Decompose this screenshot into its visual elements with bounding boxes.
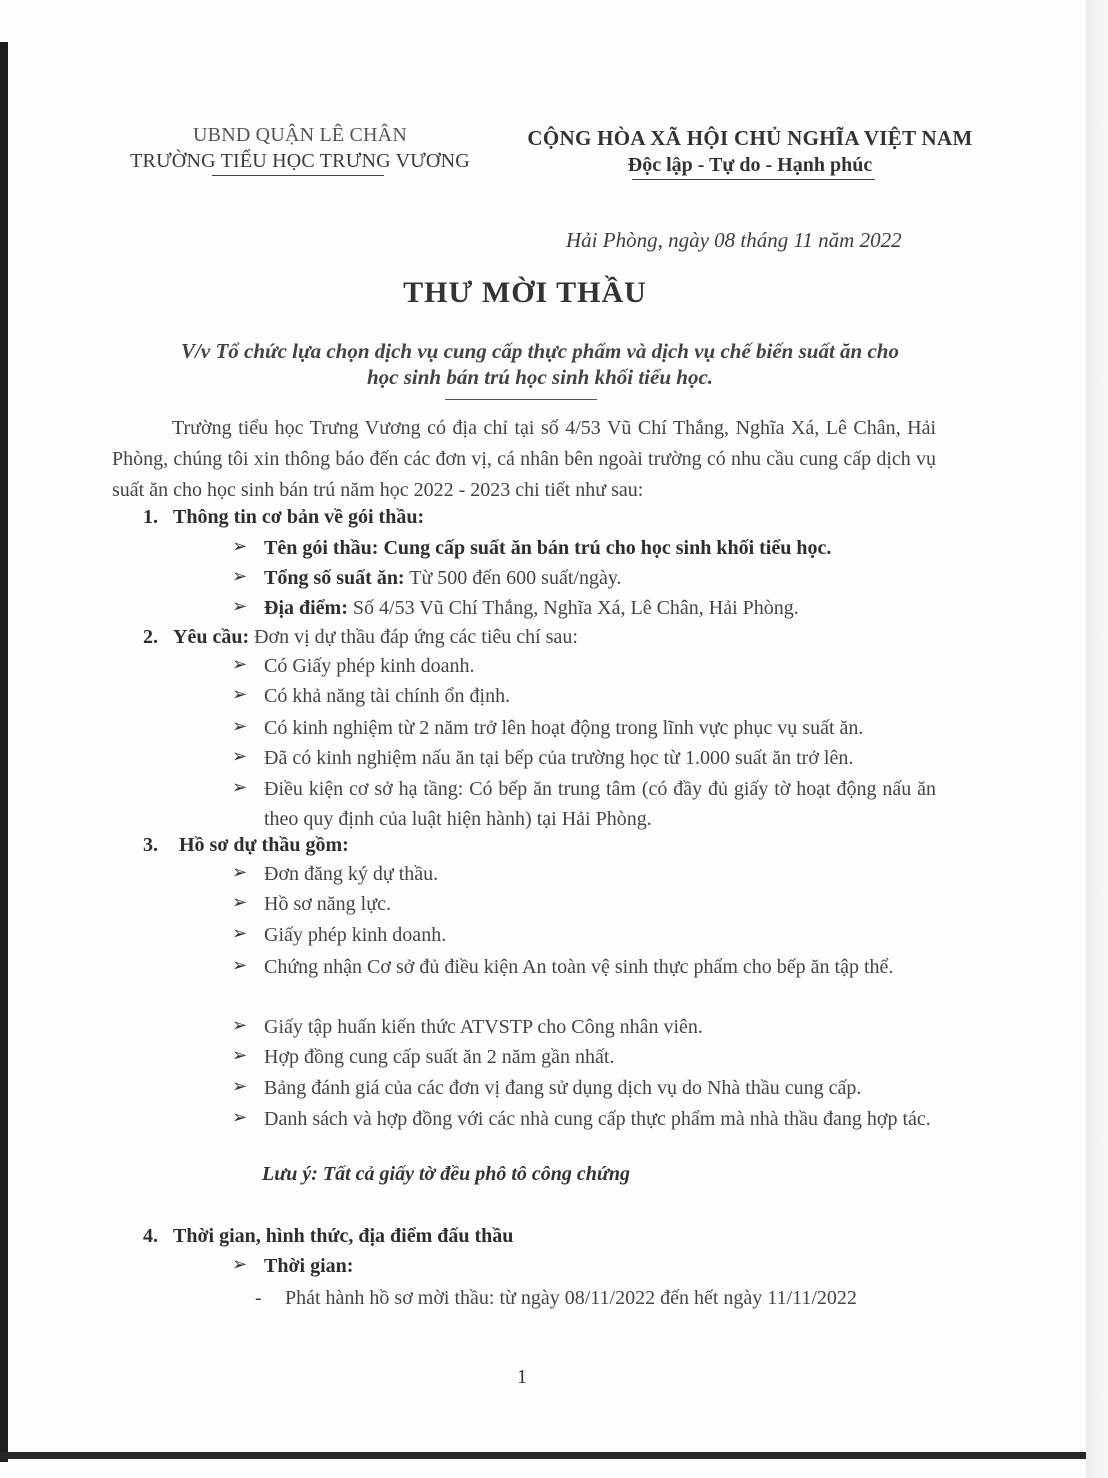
- arrow-bullet-icon: ➢: [232, 746, 248, 766]
- section-3-heading: [143, 832, 349, 858]
- national-title: CỘNG HÒA XÃ HỘI CHỦ NGHĨA VIỆT NAM: [527, 126, 973, 150]
- section-title: Thời gian, hình thức, địa điểm đấu thầu: [173, 1225, 514, 1247]
- arrow-bullet-icon: ➢: [232, 596, 248, 616]
- item-text: Chứng nhận Cơ sở đủ điều kiện An toàn vệ sinh thực phẩm cho bếp ăn tập thể.: [264, 956, 894, 978]
- scan-bottom-edge: [0, 1452, 1086, 1459]
- item-text: Có kinh nghiệm từ 2 năm trở lên hoạt động trong lĩnh vực phục vụ suất ăn.: [264, 717, 864, 739]
- arrow-bullet-icon: ➢: [232, 684, 248, 704]
- intro-paragraph: Trường tiểu học Trưng Vương có địa chỉ tại số 4/53 Vũ Chí Thắng, Nghĩa Xá, Lê Chân, Hải Phòng, chúng tôi xin thông báo đến các đơn vị, cá nhân bên ngoài trường có nhu cầu cung cấp dịch vụ suất ăn cho học sinh bán trú năm học 2022 - 2023 chi tiết như sau:: [112, 417, 936, 501]
- section-number: 4.: [143, 1225, 158, 1247]
- arrow-bullet-icon: ➢: [232, 955, 248, 975]
- item-text: Hợp đồng cung cấp suất ăn 2 năm gần nhất.: [264, 1046, 615, 1068]
- item-text: Bảng đánh giá của các đơn vị đang sử dụng dịch vụ do Nhà thầu cung cấp.: [264, 1077, 862, 1099]
- arrow-bullet-icon: ➢: [232, 1015, 248, 1035]
- arrow-bullet-icon: ➢: [232, 654, 248, 674]
- section-title: Yêu cầu:: [173, 626, 250, 648]
- national-motto-block: [520, 124, 980, 178]
- document-subject: [120, 338, 960, 390]
- section-2-heading: [143, 624, 578, 650]
- item-text: Giấy phép kinh doanh.: [264, 924, 447, 946]
- arrow-bullet-icon: ➢: [232, 862, 248, 882]
- subject-line-1: V/v Tổ chức lựa chọn dịch vụ cung cấp thực phẩm và dịch vụ chế biến suất ăn cho: [181, 339, 899, 363]
- arrow-bullet-icon: ➢: [232, 716, 248, 736]
- section-4-heading: [143, 1223, 513, 1249]
- arrow-bullet-icon: ➢: [232, 1107, 248, 1127]
- section-title: Thông tin cơ bản về gói thầu:: [173, 506, 425, 528]
- arrow-bullet-icon: ➢: [232, 1076, 248, 1096]
- section-number: 3.: [143, 834, 158, 856]
- section-1-heading: [143, 504, 424, 530]
- arrow-bullet-icon: ➢: [232, 566, 248, 586]
- item-text: Điều kiện cơ sở hạ tầng: Có bếp ăn trung tâm (có đầy đủ giấy tờ hoạt động nấu ăn theo quy định của luật hiện hành) tại Hải Phòng.: [264, 778, 936, 830]
- item-text: Đơn đăng ký dự thầu.: [264, 863, 439, 885]
- item-text: Có khả năng tài chính ổn định.: [264, 685, 511, 707]
- dash-list-item: [255, 1287, 857, 1310]
- section-title: Hồ sơ dự thầu gồm:: [179, 834, 349, 856]
- item-value: Từ 500 đến 600 suất/ngày.: [404, 567, 622, 589]
- item-label: Tổng số suất ăn:: [264, 567, 405, 589]
- arrow-bullet-icon: ➢: [232, 923, 248, 943]
- national-motto: Độc lập - Tự do - Hạnh phúc: [627, 154, 873, 176]
- document-title: THƯ MỜI THẦU: [403, 276, 647, 309]
- item-text: Danh sách và hợp đồng với các nhà cung cấp thực phẩm mà nhà thầu đang hợp tác.: [264, 1108, 931, 1130]
- scan-left-edge: [0, 42, 8, 1462]
- section-title-rest: Đơn vị dự thầu đáp ứng các tiêu chí sau:: [249, 626, 578, 648]
- scan-right-margin: [1086, 0, 1108, 1478]
- item-label: Tên gói thầu: Cung cấp suất ăn bán trú cho học sinh khối tiểu học.: [264, 537, 832, 559]
- item-label: Địa điểm:: [264, 597, 348, 619]
- issuer-authority: UBND QUẬN LÊ CHÂN: [193, 124, 407, 146]
- arrow-bullet-icon: ➢: [232, 777, 248, 797]
- dash-bullet-icon: -: [255, 1287, 262, 1309]
- page-number: 1: [517, 1366, 527, 1388]
- item-text: Hồ sơ năng lực.: [264, 893, 391, 915]
- issuer-block: [100, 122, 500, 174]
- arrow-bullet-icon: ➢: [232, 892, 248, 912]
- section-number: 2.: [143, 626, 158, 648]
- section-number: 1.: [143, 506, 158, 528]
- subject-line-2: học sinh bán trú học sinh khối tiểu học.: [366, 365, 714, 389]
- arrow-bullet-icon: ➢: [232, 536, 248, 556]
- item-label: Thời gian:: [264, 1255, 354, 1277]
- item-value: Số 4/53 Vũ Chí Thắng, Nghĩa Xá, Lê Chân, Hải Phòng.: [347, 597, 799, 619]
- subject-rule: [445, 399, 597, 400]
- note-text: Lưu ý: Tất cả giấy tờ đều phô tô công chứng: [262, 1163, 631, 1185]
- item-text: Đã có kinh nghiệm nấu ăn tại bếp của trường học từ 1.000 suất ăn trở lên.: [264, 747, 854, 769]
- motto-underline: [632, 179, 875, 180]
- item-text: Phát hành hồ sơ mời thầu: từ ngày 08/11/2022 đến hết ngày 11/11/2022: [285, 1287, 857, 1309]
- arrow-bullet-icon: ➢: [232, 1254, 248, 1274]
- arrow-bullet-icon: ➢: [232, 1045, 248, 1065]
- document-date: Hải Phòng, ngày 08 tháng 11 năm 2022: [566, 228, 902, 252]
- issuer-underline: [212, 175, 384, 176]
- item-text: Giấy tập huấn kiến thức ATVSTP cho Công nhân viên.: [264, 1016, 703, 1038]
- item-text: Có Giấy phép kinh doanh.: [264, 655, 475, 677]
- issuer-school: TRƯỜNG TIỂU HỌC TRƯNG VƯƠNG: [130, 150, 470, 172]
